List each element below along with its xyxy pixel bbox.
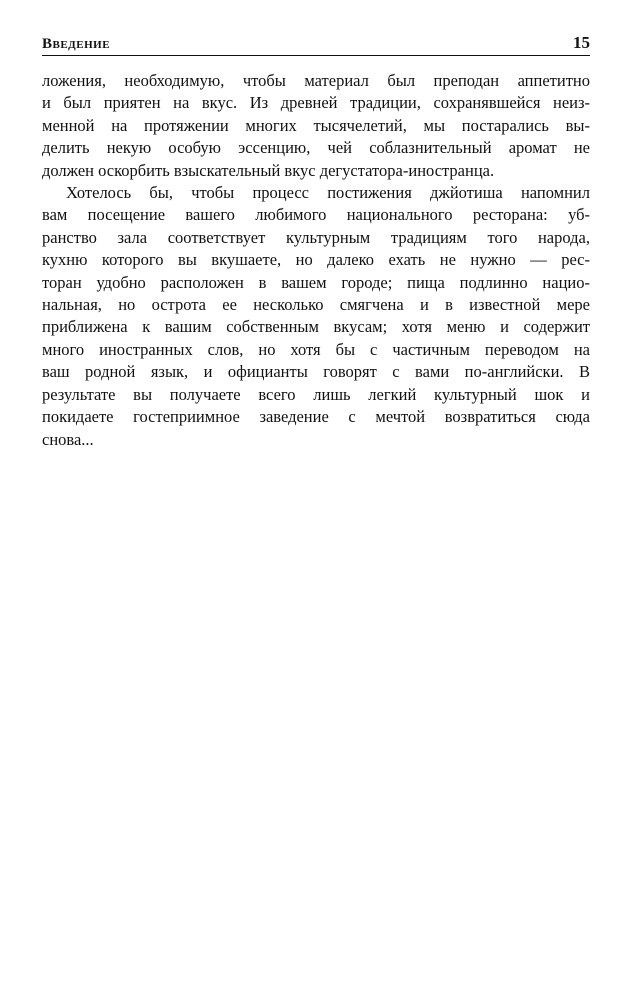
text-line: ваш родной язык, и официанты говорят с вами по-английски. В xyxy=(42,362,590,382)
text-line: нальная, но острота ее несколько смягчена и в известной мере xyxy=(42,295,590,315)
text-line: вам посещение вашего любимого национального ресторана: уб- xyxy=(42,205,590,225)
paragraph-2 xyxy=(42,182,590,451)
text-line: ложения, необходимую, чтобы материал был преподан аппетитно xyxy=(42,71,590,90)
running-title: Введение xyxy=(42,36,111,52)
text-line: много иностранных слов, но хотя бы с частичным переводом на xyxy=(42,339,590,359)
text-line: торан удобно расположен в вашем городе; пища подлинно нацио- xyxy=(42,272,590,292)
paragraph-1 xyxy=(42,70,590,182)
text-line: приближена к вашим собственным вкусам; хотя меню и содержит xyxy=(42,317,590,337)
book-page xyxy=(42,30,590,451)
text-line: снова... xyxy=(42,429,94,449)
text-line: результате вы получаете всего лишь легкий культурный шок и xyxy=(42,384,590,404)
text-line: ранство зала соответствует культурным традициям того народа, xyxy=(42,227,590,247)
text-line: и был приятен на вкус. Из древней традиции, сохранявшейся неиз- xyxy=(42,93,590,113)
running-header xyxy=(42,30,590,56)
text-line: Хотелось бы, чтобы процесс постижения джйотиша напомнил xyxy=(66,183,590,203)
text-line: менной на протяжении многих тысячелетий, мы постарались вы- xyxy=(42,115,590,135)
text-line: делить некую особую эссенцию, чей соблазнительный аромат не xyxy=(42,138,590,158)
page-number: 15 xyxy=(573,33,590,52)
body-text xyxy=(42,70,590,451)
text-line: покидаете гостеприимное заведение с мечтой возвратиться сюда xyxy=(42,407,590,427)
text-line: кухню которого вы вкушаете, но далеко ехать не нужно — рес- xyxy=(42,250,590,270)
text-line: должен оскорбить взыскательный вкус дегустатора-иностранца. xyxy=(42,160,495,180)
